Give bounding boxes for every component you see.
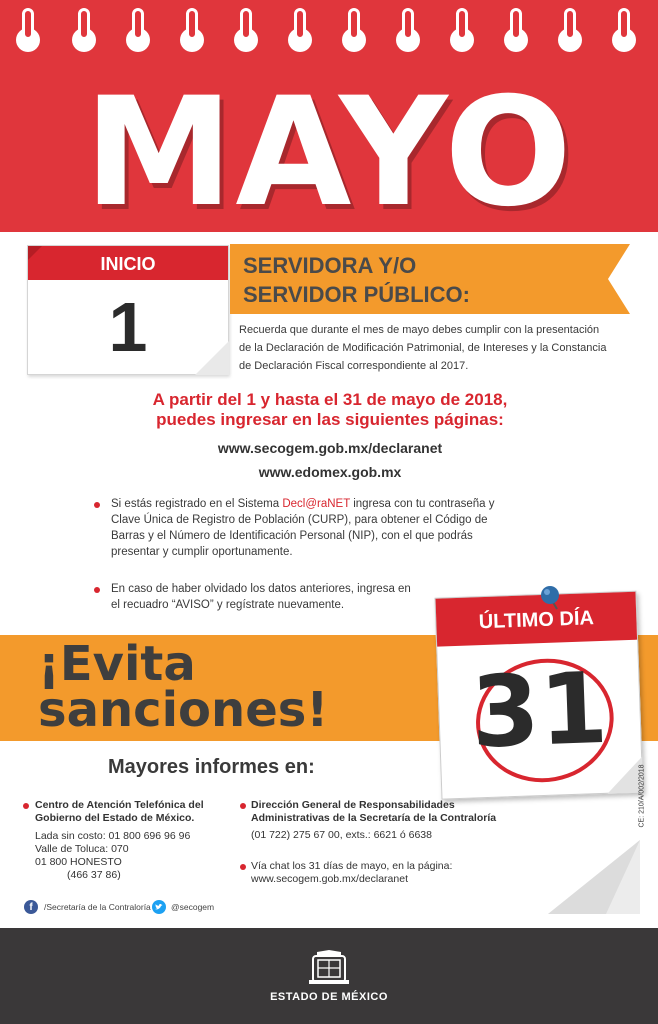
- honesto-digits: (466 37 86): [67, 869, 121, 881]
- date-range-callout: [30, 390, 630, 430]
- chat-link[interactable]: www.secogem.gob.mx/declaranet: [251, 873, 408, 885]
- binder-ring: [612, 8, 636, 32]
- end-calendar-page: [434, 591, 643, 800]
- binder-ring: [126, 8, 150, 32]
- binder-ring: [342, 8, 366, 32]
- facebook-icon[interactable]: f: [24, 900, 38, 914]
- binder-ring: [234, 8, 258, 32]
- warning-line-2: sanciones!: [38, 682, 329, 738]
- cta-line-1: A partir del 1 y hasta el 31 de mayo de 2018,: [152, 390, 508, 409]
- start-calendar: [27, 245, 229, 375]
- bullet-dot: [94, 502, 100, 508]
- start-calendar-day: 1: [108, 288, 148, 366]
- bullet-1-line-2: Clave Única de Registro de Población (CURP), para obtener el Código de: [111, 514, 488, 526]
- facebook-handle[interactable]: /Secretaría de la Contraloría: [44, 902, 151, 912]
- binder-ring: [288, 8, 312, 32]
- bullet-dot: [94, 587, 100, 593]
- bullet-1-line-1: [111, 496, 567, 512]
- warning-headline: [38, 636, 329, 738]
- audience-line-1: SERVIDORA Y/O: [243, 253, 417, 278]
- binder-ring: [396, 8, 420, 32]
- reference-code-text: CE: 210/A/002/2018: [638, 764, 646, 828]
- end-calendar-label: ÚLTIMO DÍA: [478, 607, 595, 634]
- start-calendar-label: INICIO: [100, 254, 156, 274]
- bullet-dot: [23, 803, 29, 809]
- intro-line-3: de Declaración Fiscal correspondiente al 2017.: [239, 360, 469, 372]
- footer-label: ESTADO DE MÉXICO: [270, 991, 388, 1003]
- phone-center-title-1: Centro de Atención Telefónica del: [35, 799, 204, 811]
- edomex-link[interactable]: www.edomex.gob.mx: [258, 464, 402, 480]
- bullet-2-line-1: En caso de haber olvidado los datos anteriores, ingresa en: [111, 583, 411, 595]
- binder-ring: [504, 8, 528, 32]
- binder-ring: [558, 8, 582, 32]
- toll-free-number: Lada sin costo: 01 800 696 96 96: [35, 830, 191, 842]
- page-curl: [195, 341, 229, 375]
- bullet-1-post: ingresa con tu contraseña y: [350, 498, 495, 510]
- bullet-registered: [111, 496, 567, 560]
- toluca-number: Valle de Toluca: 070: [35, 843, 129, 855]
- directorate-title-2: Administrativas de la Secretaría de la Contraloría: [251, 812, 497, 824]
- push-pin-icon: [539, 585, 565, 611]
- phone-center-title-2: Gobierno del Estado de México.: [35, 812, 195, 824]
- honesto-number: 01 800 HONESTO: [35, 856, 122, 868]
- cta-line-2: puedes ingresar en las siguientes páginas:: [156, 410, 504, 429]
- bullet-1-line-4: presentar y cumplir oportunamente.: [111, 546, 293, 558]
- intro-line-1: Recuerda que durante el mes de mayo debes cumplir con la presentación: [239, 324, 600, 336]
- phone-center-info: [35, 799, 225, 882]
- bullet-1-pre: Si estás registrado en el Sistema: [111, 498, 283, 510]
- twitter-handle[interactable]: @secogem: [171, 902, 215, 912]
- declaranet-system-name: Decl@raNET: [282, 498, 351, 510]
- chat-info: [251, 860, 511, 886]
- directorate-title-1: Dirección General de Responsabilidades: [251, 799, 455, 811]
- page-curl-corner: [546, 838, 642, 916]
- directorate-phone: (01 722) 275 67 00, exts.: 6621 ó 6638: [251, 829, 432, 841]
- binder-ring: [16, 8, 40, 32]
- twitter-bird-icon: [152, 900, 166, 914]
- end-calendar: [434, 590, 651, 802]
- bullet-1-line-3: Barras y el Número de Identificación Personal (NIP), con el que podrás: [111, 530, 473, 542]
- binder-ring: [450, 8, 474, 32]
- audience-title: [243, 251, 623, 309]
- chat-line-1: Vía chat los 31 días de mayo, en la página:: [251, 860, 453, 872]
- declaranet-link[interactable]: www.secogem.gob.mx/declaranet: [217, 440, 443, 456]
- info-heading: Mayores informes en:: [108, 756, 315, 778]
- bullet-2-line-2: el recuadro “AVISO” y regístrate nuevamente.: [111, 599, 345, 611]
- bullet-dot: [240, 864, 246, 870]
- binder-rings: [0, 0, 658, 70]
- binder-ring: [72, 8, 96, 32]
- bullet-forgot: [111, 581, 471, 613]
- state-seal-icon: [307, 950, 351, 986]
- intro-line-2: de la Declaración de Modificación Patrimonial, de Intereses y la Constancia: [239, 342, 607, 354]
- intro-text: [239, 321, 634, 375]
- twitter-icon[interactable]: [152, 900, 166, 914]
- bullet-dot: [240, 803, 246, 809]
- binder-ring: [180, 8, 204, 32]
- end-calendar-day: 31: [469, 651, 610, 771]
- reference-code: [636, 756, 648, 836]
- directorate-info: [251, 799, 511, 842]
- month-title: MAYO: [84, 66, 574, 240]
- audience-line-2: SERVIDOR PÚBLICO:: [243, 282, 470, 307]
- warning-line-1: ¡Evita: [38, 636, 196, 692]
